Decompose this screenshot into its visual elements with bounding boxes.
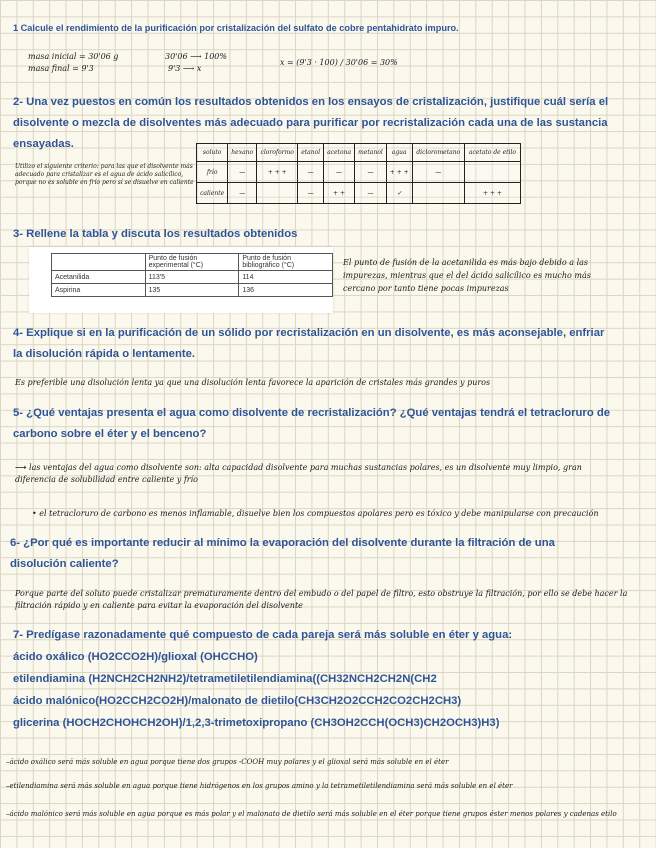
table-cell: — [228, 183, 257, 204]
dash-icon: – [6, 758, 10, 766]
header-cell: metanol [355, 144, 387, 162]
row-label: Acetanilida [52, 271, 146, 284]
row-label: caliente [197, 183, 228, 204]
q5-answer-2 [32, 509, 632, 519]
row-label: Aspirina [52, 284, 146, 297]
question-6-title: 6- ¿Por qué es importante reducir al mínimo la evaporación del disolvente durante la filtración de una disolución caliente? [10, 537, 555, 570]
dash-icon: – [6, 810, 10, 818]
header-cell: acetona [324, 144, 355, 162]
table-row [197, 183, 521, 204]
table-cell [412, 183, 464, 204]
q4-answer: Es preferible una disolución lenta ya que una disolución lenta favorece la aparición de cristales más grandes y puros [15, 378, 491, 387]
header-cell: soluto [197, 144, 228, 162]
q1-proportion-top: 30'06 ⟶ 100% [165, 52, 227, 61]
table-cell: — [355, 162, 387, 183]
dash-icon: – [6, 782, 10, 790]
table-cell: 136 [239, 284, 333, 297]
q7-answer-2-text: etilendiamina será más soluble en agua porque tiene hidrógenos en los grupos amino y la tetrametiletilendiamina será más soluble en el éter [9, 782, 513, 790]
header-cell [52, 254, 146, 271]
melting-point-table [51, 253, 333, 297]
question-7-title: 7- Predígase razonadamente qué compuesto de cada pareja será más soluble en éter y agua: [13, 629, 513, 641]
bullet-icon: • [32, 509, 37, 518]
q7-answer-3 [6, 809, 646, 819]
table-cell: 135 [145, 284, 239, 297]
table-row [52, 284, 333, 297]
table-cell: — [298, 162, 324, 183]
table-cell: — [324, 162, 355, 183]
q3-answer: El punto de fusión de la acetanilida es más bajo debido a las impurezas, mientras que el del ácido salicílico es mucho más cercano por tanto tiene pocas impurezas [343, 258, 591, 293]
q7-answer-1-text: ácido oxálico será más soluble en agua porque tiene dos grupos -COOH muy polares y el glioxal será más soluble en el éter [9, 758, 449, 766]
row-label: frío [197, 162, 228, 183]
solvent-table-header [197, 144, 521, 162]
question-2-title: 2- Una vez puestos en común los resultados obtenidos en los ensayos de cristalización, justifique cuál sería el disolvente o mezcla de disolventes más adecuado para purificar por recristalización cada una de las sustancia ensayadas. [13, 96, 609, 150]
table-cell: + + [324, 183, 355, 204]
q6-answer: Porque parte del soluto puede cristalizar prematuramente dentro del embudo o del papel de filtro, esto obstruye la filtración, por ello se debe hacer la filtración rápido y en caliente para evitar la evaporación del disolvente [15, 589, 628, 610]
table-cell: 114 [239, 271, 333, 284]
header-cell: hexano [228, 144, 257, 162]
q2-answer: Utilizo el siguiente criterio: para las que el disolvente más adecuado para cristalizar es el agua de ácido salicílico, porque no es soluble en frío pero sí se disuelve en caliente [15, 163, 194, 186]
q5-answer-1 [15, 462, 625, 486]
header-cell: Punto de fusión bibliográfico (°C) [239, 254, 333, 271]
q1-masa-inicial: masa inicial = 30'06 g [28, 52, 119, 61]
table-cell: — [412, 162, 464, 183]
solvent-table [196, 143, 521, 204]
table-cell: + + + [386, 162, 412, 183]
header-cell: diclorometano [412, 144, 464, 162]
dash-arrow-icon: ⟶ [15, 463, 27, 472]
table-cell [464, 162, 520, 183]
q5-answer-2-text: el tetracloruro de carbono es menos inflamable, disuelve bien los compuestos apolares pero es tóxico y debe manipularse con precaución [39, 509, 599, 518]
q1-proportion-bottom: 9'3 ⟶ x [168, 64, 202, 73]
header-cell: etanol [298, 144, 324, 162]
q1-masa-final: masa final = 9'3 [28, 64, 94, 73]
melting-point-card [29, 247, 333, 313]
table-cell: 113'5 [145, 271, 239, 284]
table-cell: + + + [464, 183, 520, 204]
question-4-title: 4- Explique si en la purificación de un sólido por recristalización en un disolvente, es más aconsejable, enfriar la disolución rápida o lentamente. [13, 327, 605, 360]
q7-pair-1: ácido oxálico (HO2CCO2H)/glioxal (OHCCHO) [13, 651, 258, 663]
header-cell: acetato de etilo [464, 144, 520, 162]
header-cell: agua [386, 144, 412, 162]
q5-answer-1-text: las ventajas del agua como disolvente son: alta capacidad disolvente para muchas sustancias polares, es un disolvente muy limpio, gran diferencia de solubilidad entre caliente y frío [15, 463, 582, 484]
q7-answer-2 [6, 781, 646, 791]
question-1-title: 1 Calcule el rendimiento de la purificación por cristalización del sulfato de cobre pentahidrato impuro. [13, 23, 459, 33]
table-row [52, 271, 333, 284]
q7-answer-1 [6, 757, 646, 767]
header-cell: Punto de fusión experimental (°C) [145, 254, 239, 271]
table-row [197, 162, 521, 183]
table-cell: ✓ [386, 183, 412, 204]
question-3-title: 3- Rellene la tabla y discuta los resultados obtenidos [13, 228, 298, 240]
table-cell: + + + [257, 162, 298, 183]
table-cell: — [355, 183, 387, 204]
table-cell [257, 183, 298, 204]
table-row [52, 254, 333, 271]
header-cell: cloroformo [257, 144, 298, 162]
q7-pair-4: glicerina (HOCH2CHOHCH2OH)/1,2,3-trimetoxipropano (CH3OH2CCH(OCH3)CH2OCH3)H3) [13, 717, 500, 729]
q7-pair-3: ácido malónico(HO2CCH2CO2H)/malonato de dietilo(CH3CH2O2CCH2CO2CH2CH3) [13, 695, 462, 707]
table-cell: — [228, 162, 257, 183]
q7-answer-3-text: ácido malónico será más soluble en agua porque es más polar y el malonato de dietilo será más soluble en el éter porque tiene grupos éster menos polares y cadenas etilo [9, 810, 617, 818]
q7-pair-2: etilendiamina (H2NCH2CH2NH2)/tetrametiletilendiamina((CH32NCH2CH2N(CH2 [13, 673, 437, 685]
q1-formula: x = (9'3 · 100) / 30'06 = 30% [280, 58, 398, 67]
question-5-title: 5- ¿Qué ventajas presenta el agua como disolvente de recristalización? ¿Qué ventajas tendrá el tetracloruro de carbono sobre el éter y el benceno? [13, 407, 611, 440]
table-cell: — [298, 183, 324, 204]
